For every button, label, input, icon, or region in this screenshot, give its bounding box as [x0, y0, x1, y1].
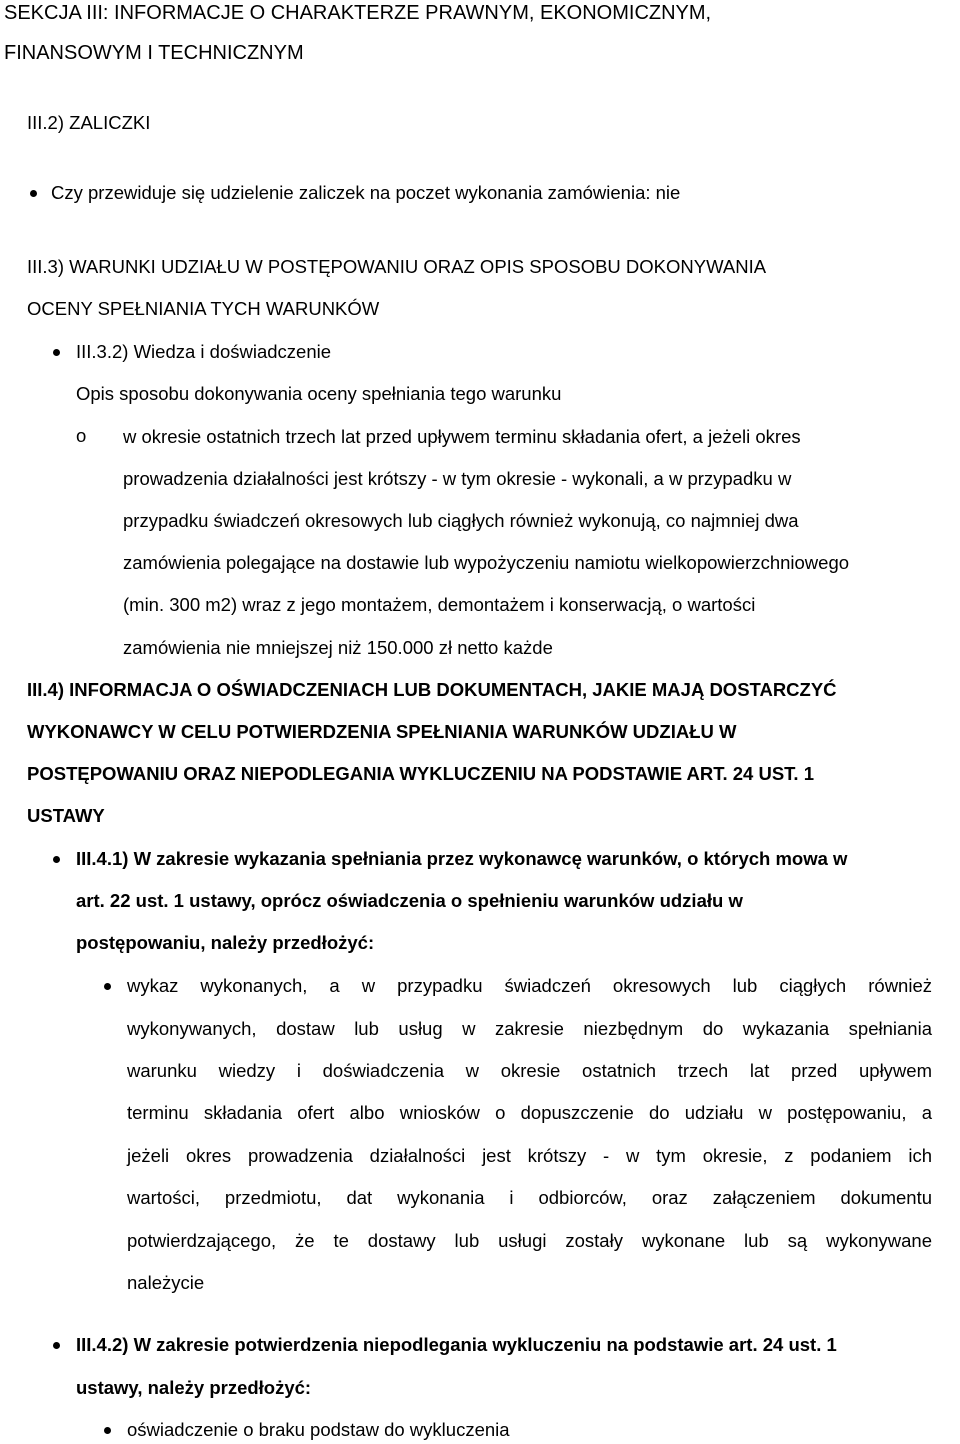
warunki-desc-line: zamówienia polegające na dostawie lub wypożyczeniu namiotu wielkopowierzchniowego: [123, 552, 850, 573]
circle-bullet-icon: o: [76, 425, 87, 446]
warunki-desc-line: (min. 300 m2) wraz z jego montażem, demontażem i konserwacją, o wartości: [123, 594, 756, 615]
item1-sub-line: jeżeli okres prowadzenia działalności jest krótszy - w tym okresie, z podaniem ich: [127, 1145, 932, 1166]
item1-sub-line: terminu składania ofert albo wniosków o dopuszczenie do udziału w postępowaniu, a: [127, 1102, 932, 1123]
item2-line: ustawy, należy przedłożyć:: [76, 1377, 312, 1398]
item1-sub-line: wartości, przedmiotu, dat wykonania i odbiorców, oraz załączeniem dokumentu: [127, 1187, 932, 1208]
bullet-icon: [104, 1427, 111, 1434]
warunki-item-subtitle: Opis sposobu dokonywania oceny spełniania tego warunku: [76, 383, 562, 404]
item1-sub-line: wykonywanych, dostaw lub usług w zakresie niezbędnym do wykazania spełniania: [127, 1018, 932, 1039]
bullet-icon: [104, 983, 111, 990]
item1-sub-line: należycie: [127, 1272, 205, 1293]
item1-sub-line: warunku wiedzy i doświadczenia w okresie ostatnich trzech lat przed upływem: [127, 1060, 932, 1081]
item1-sub-line: wykaz wykonanych, a w przypadku świadczeń okresowych lub ciągłych również: [127, 975, 932, 996]
oswiadczenia-heading-line: III.4) INFORMACJA O OŚWIADCZENIACH LUB DOKUMENTACH, JAKIE MAJĄ DOSTARCZYĆ: [27, 679, 837, 700]
oswiadczenia-heading-line: USTAWY: [27, 805, 105, 826]
bullet-icon: [30, 190, 37, 197]
section-title-line1: SEKCJA III: INFORMACJE O CHARAKTERZE PRAWNYM, EKONOMICZNYM,: [4, 2, 712, 24]
item1-sub-line: potwierdzającego, że te dostawy lub usługi zostały wykonane lub są wykonywane: [127, 1230, 932, 1251]
item2-line: III.4.2) W zakresie potwierdzenia niepodlegania wykluczeniu na podstawie art. 24 ust. 1: [76, 1334, 837, 1355]
oswiadczenia-heading-line: WYKONAWCY W CELU POTWIERDZENIA SPEŁNIANIA WARUNKÓW UDZIAŁU W: [27, 721, 737, 742]
warunki-desc-line: prowadzenia działalności jest krótszy - w tym okresie - wykonali, a w przypadku w: [123, 468, 792, 489]
zaliczki-answer: nie: [655, 182, 681, 203]
item1-line: postępowaniu, należy przedłożyć:: [76, 932, 375, 953]
warunki-item-title: III.3.2) Wiedza i doświadczenie: [76, 341, 332, 362]
item1-line: III.4.1) W zakresie wykazania spełniania przez wykonawcę warunków, o których mowa w: [76, 848, 848, 869]
oswiadczenia-heading-line: POSTĘPOWANIU ORAZ NIEPODLEGANIA WYKLUCZENIU NA PODSTAWIE ART. 24 UST. 1: [27, 763, 814, 784]
section-title-line2: FINANSOWYM I TECHNICZNYM: [4, 42, 304, 64]
zaliczki-question: Czy przewiduje się udzielenie zaliczek na poczet wykonania zamówienia:: [51, 182, 651, 203]
zaliczki-heading: III.2) ZALICZKI: [27, 112, 151, 133]
zaliczki-question-row: [51, 182, 680, 204]
item2-sub: oświadczenie o braku podstaw do wykluczenia: [127, 1419, 510, 1440]
warunki-desc-line: zamówienia nie mniejszej niż 150.000 zł netto każde: [123, 637, 553, 658]
bullet-icon: [53, 349, 60, 356]
warunki-heading-line1: III.3) WARUNKI UDZIAŁU W POSTĘPOWANIU ORAZ OPIS SPOSOBU DOKONYWANIA: [27, 256, 767, 277]
warunki-desc-line: w okresie ostatnich trzech lat przed upływem terminu składania ofert, a jeżeli okres: [123, 426, 801, 447]
warunki-desc-line: przypadku świadczeń okresowych lub ciągłych również wykonują, co najmniej dwa: [123, 510, 799, 531]
warunki-heading-line2: OCENY SPEŁNIANIA TYCH WARUNKÓW: [27, 298, 380, 319]
bullet-icon: [53, 1342, 60, 1349]
item1-line: art. 22 ust. 1 ustawy, oprócz oświadczenia o spełnieniu warunków udziału w: [76, 890, 743, 911]
bullet-icon: [53, 856, 60, 863]
